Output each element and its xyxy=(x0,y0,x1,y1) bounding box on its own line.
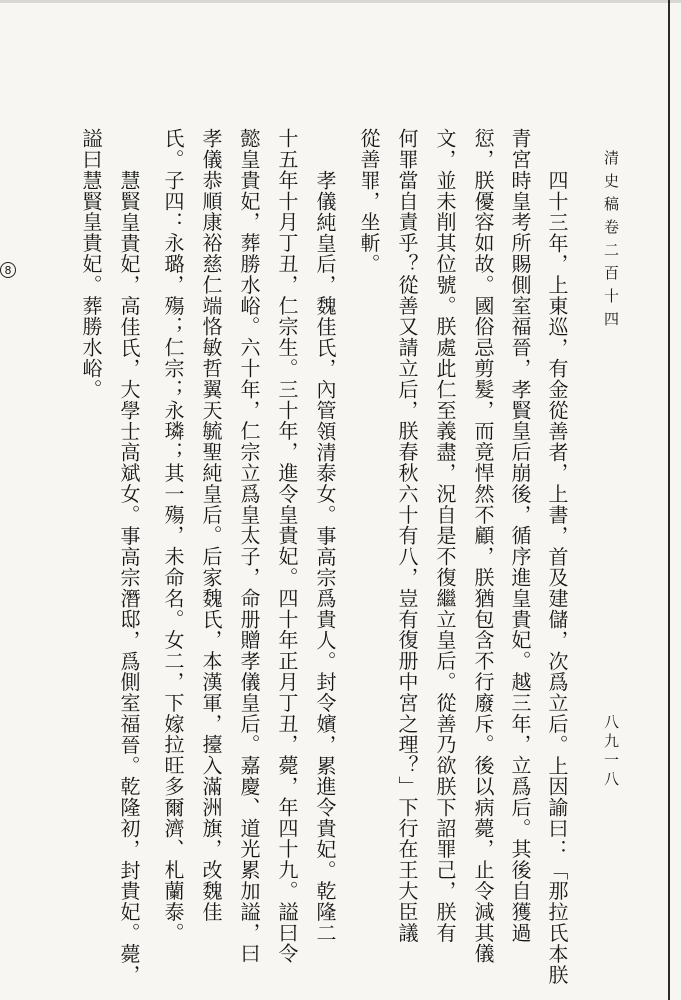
text-column-2: 青宮時皇考所賜側室福晉，孝賢皇后崩後，循序進皇貴妃。越三年，立爲后。其後自獲過 xyxy=(508,128,532,944)
text-column-10: 孝儀恭順康裕慈仁端恪敏哲翼天毓聖純皇后。后家魏氏，本漢軍，擡入滿洲旗，改魏佳 xyxy=(199,128,223,923)
text-column-8: 十五年十月丁丑，仁宗生。三十年，進令皇貴妃。四十年正月丁丑，薨，年四十九。謚曰令 xyxy=(275,128,299,964)
scan-top-line xyxy=(0,0,681,3)
text-column-9: 懿皇貴妃，葬勝水峪。六十年，仁宗立爲皇太子，命册贈孝儀皇后。嘉慶、道光累加謚，曰 xyxy=(237,128,261,964)
text-column-11: 氏。子四：永璐，殤；仁宗；永璘；其一殤，未命名。女二，下嫁拉旺多爾濟、札蘭泰。 xyxy=(161,128,185,944)
circled-number-mark: 8 xyxy=(0,262,16,278)
text-column-12: 慧賢皇貴妃，高佳氏，大學士高斌女。事高宗潛邸，爲側室福晉。乾隆初，封貴妃。薨， xyxy=(117,170,141,986)
text-column-3: 愆，朕優容如故。國俗忌剪髮，而竟悍然不顧，朕猶包含不行廢斥。後以病薨，止令減其儀 xyxy=(471,128,495,964)
running-header-title: 清史稿卷二百十四 xyxy=(602,150,620,334)
text-column-5: 何罪當自責乎？從善又請立后，朕春秋六十有八，豈有復册中宮之理？」下行在王大臣議 xyxy=(395,128,419,944)
page-number: 八九一八 xyxy=(602,714,620,790)
text-column-7: 孝儀純皇后，魏佳氏，內管領清泰女。事高宗爲貴人。封令嬪，累進令貴妃。乾隆二 xyxy=(313,170,337,944)
text-column-1: 四十三年，上東巡，有金從善者，上書，首及建儲，次爲立后。上因諭曰：「那拉氏本朕 xyxy=(545,170,569,986)
page-edge-line xyxy=(668,0,670,1000)
text-column-4: 文，並未削其位號。朕處此仁至義盡，況自是不復繼立皇后。從善乃欲朕下詔罪己，朕有 xyxy=(433,128,457,944)
text-column-13: 謚曰慧賢皇貴妃。葬勝水峪。 xyxy=(79,128,103,400)
text-column-6: 從善罪，坐斬。 xyxy=(357,128,381,275)
